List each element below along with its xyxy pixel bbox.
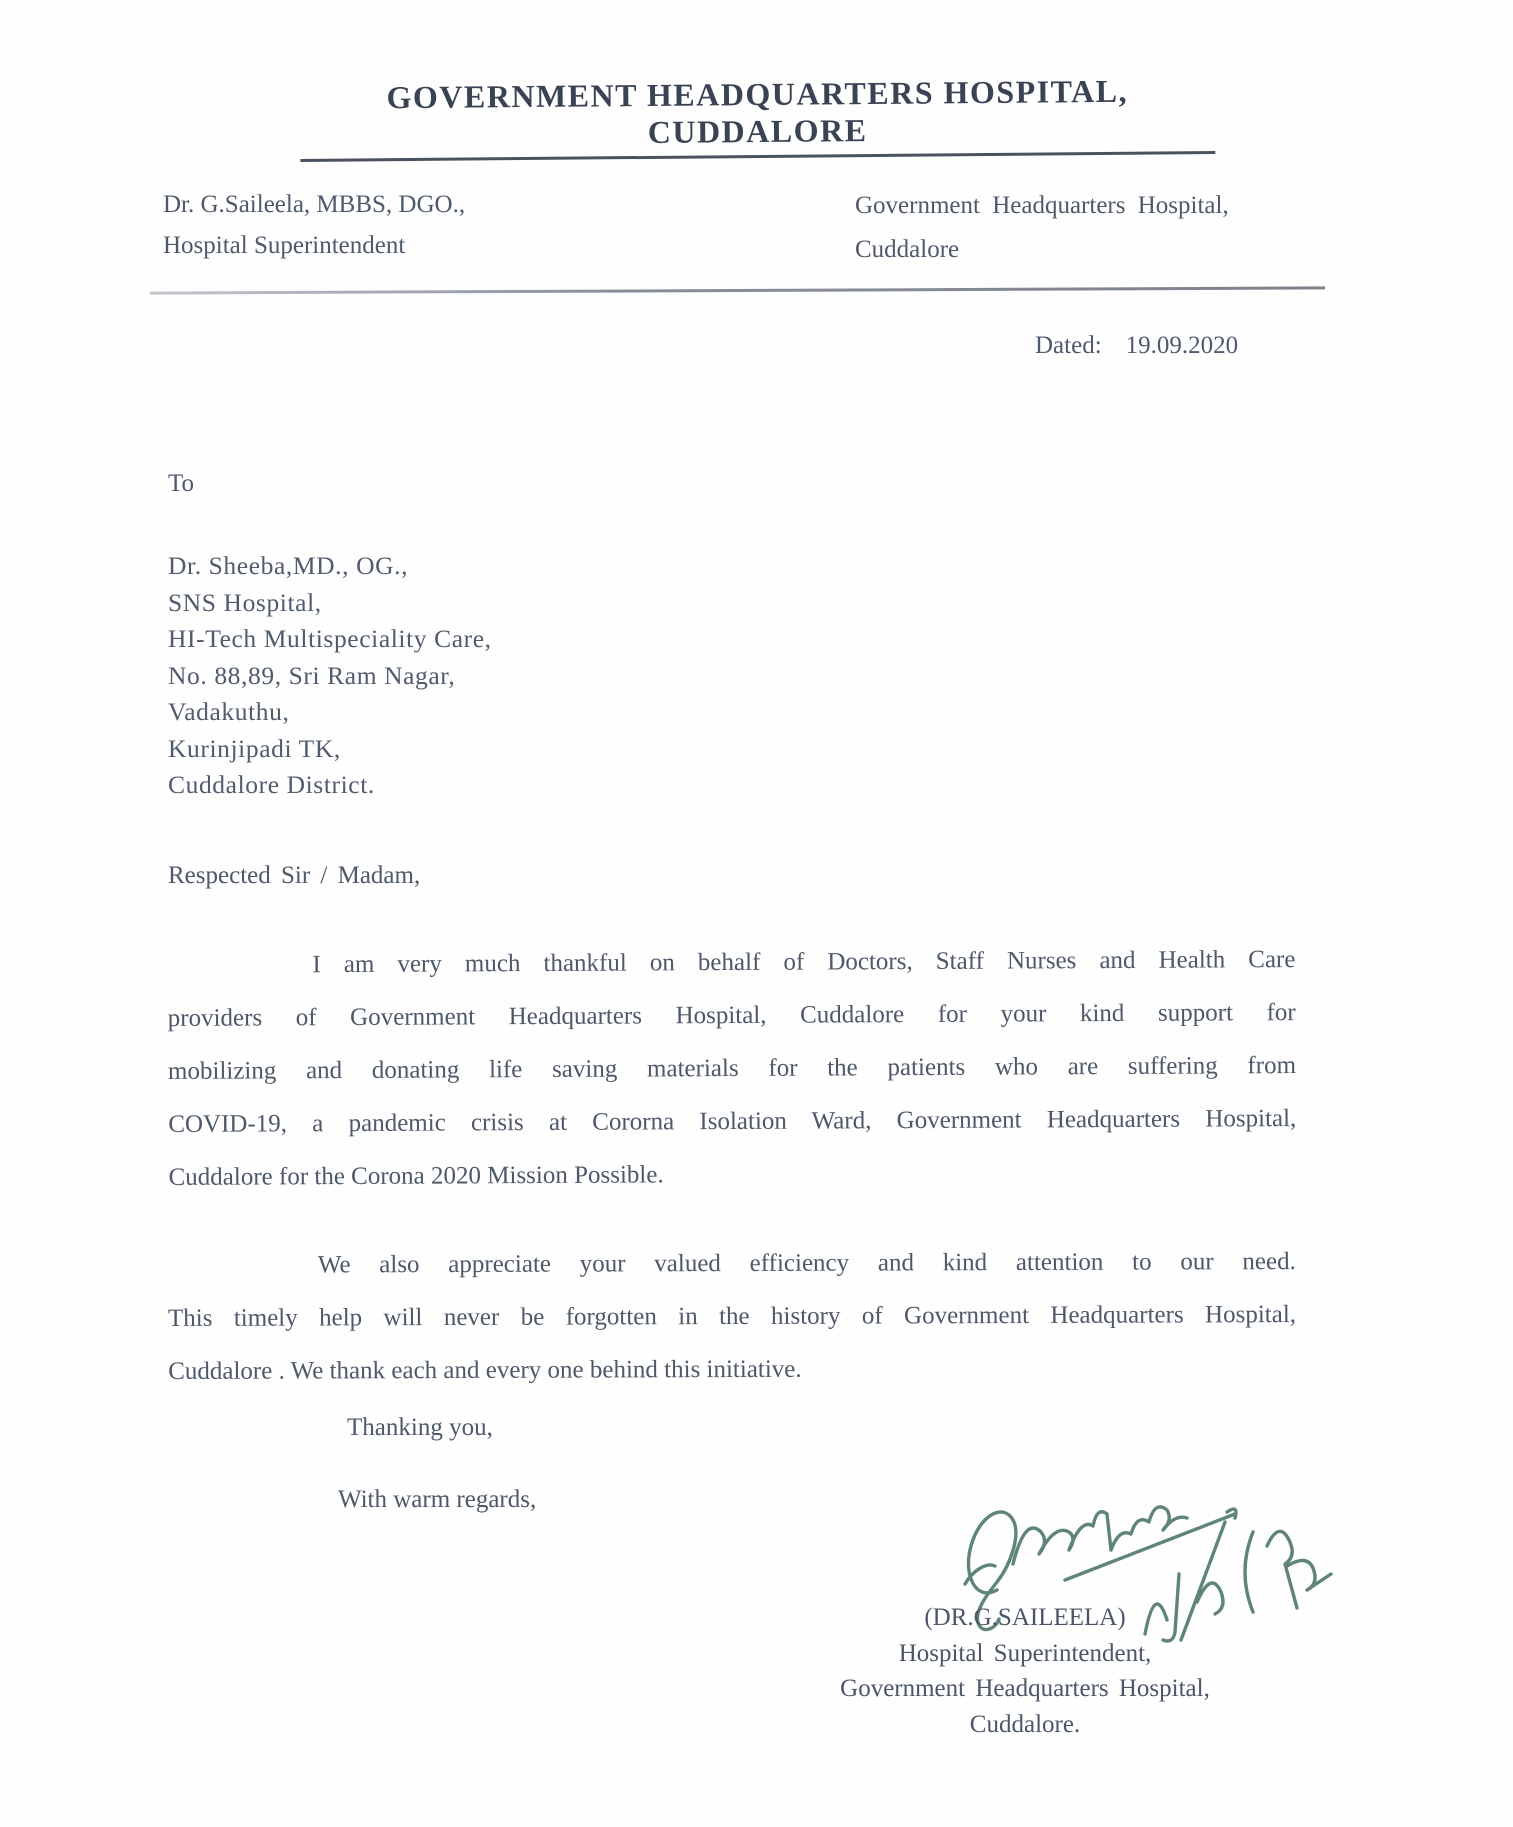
paragraph-line: This timely help will never be forgotten in the history of Government Headquarters Hospital, <box>167 1301 1297 1332</box>
address-line: SNS Hospital, <box>168 587 322 617</box>
letter-title-text: GOVERNMENT HEADQUARTERS HOSPITAL, CUDDALORE <box>300 72 1216 162</box>
sender-title: Hospital Superintendent <box>163 232 406 259</box>
letterhead-organization <box>855 184 1229 272</box>
paragraph-line: providers of Government Headquarters Hospital, Cuddalore for your kind support for <box>167 999 1296 1032</box>
address-line: Kurinjipadi TK, <box>168 733 341 763</box>
recipient-address <box>168 548 492 804</box>
paragraph-line: Cuddalore for the Corona 2020 Mission Possible. <box>168 1161 664 1191</box>
paragraph-line: COVID-19, a pandemic crisis at Cororna Isolation Ward, Government Headquarters Hospital, <box>168 1105 1297 1138</box>
greeting: Respected Sir / Madam, <box>168 862 421 889</box>
address-line: Cuddalore District. <box>168 770 375 799</box>
signatory-title: Hospital Superintendent, <box>898 1639 1152 1667</box>
paragraph-line: I am very much thankful on behalf of Doctors, Staff Nurses and Health Care <box>312 946 1296 979</box>
paragraph-line: mobilizing and donating life saving materials for the patients who are suffering from <box>167 1052 1297 1085</box>
closing-thanking: Thanking you, <box>347 1414 493 1441</box>
closing-regards: With warm regards, <box>338 1486 537 1513</box>
sender-name: Dr. G.Saileela, MBBS, DGO., <box>163 191 466 218</box>
letterhead-sender <box>163 184 465 266</box>
address-line: Dr. Sheeba,MD., OG., <box>168 551 409 580</box>
body-paragraph-1 <box>167 933 1296 1204</box>
org-place: Cuddalore <box>855 236 960 263</box>
paragraph-line: We also appreciate your valued efficiency and kind attention to our need. <box>317 1248 1296 1279</box>
letter-title <box>300 72 1216 162</box>
horizontal-rule <box>150 286 1325 294</box>
date-value: 19.09.2020 <box>1125 332 1239 359</box>
signatory-place: Cuddalore. <box>969 1710 1081 1738</box>
signatory-org: Government Headquarters Hospital, <box>840 1675 1210 1702</box>
address-line: Vadakuthu, <box>168 697 290 726</box>
signature-block <box>760 1600 1290 1742</box>
signatory-name: (DR.G.SAILEELA) <box>924 1604 1126 1631</box>
recipient-to: To <box>168 470 195 497</box>
date-line <box>1035 332 1238 360</box>
address-line: No. 88,89, Sri Ram Nagar, <box>168 660 456 690</box>
paragraph-line: Cuddalore . We thank each and every one behind this initiative. <box>168 1355 802 1385</box>
address-line: HI-Tech Multispeciality Care, <box>168 624 492 653</box>
body-paragraph-2 <box>168 1235 1297 1398</box>
date-label: Dated: <box>1035 332 1102 359</box>
org-name: Government Headquarters Hospital, <box>855 192 1229 219</box>
